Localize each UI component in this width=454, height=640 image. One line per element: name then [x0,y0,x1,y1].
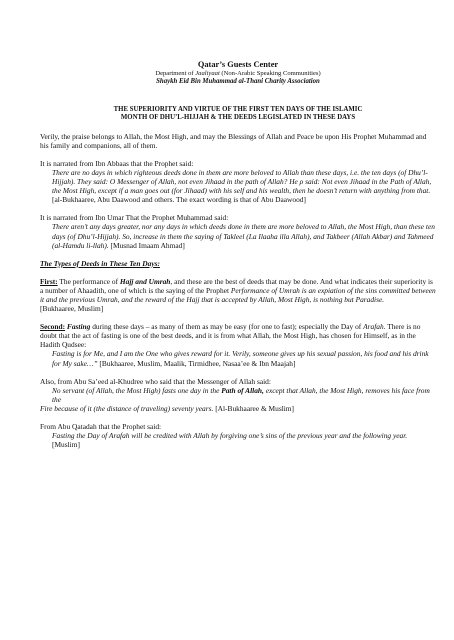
second-text-3: . There is no doubt that the act of fasting is one of the best deeds, and it is from what Allah, the Most High, has chosen for Himself, as in the Hadith Qudsee: [40,322,421,350]
hadith-quote: Fasting the Day of Arafah will be credited with Allah by forgiving one’s sins of the previous year and the following year. [52,431,408,441]
title-line-2: MONTH OF DHU’L-HIJJAH & THE DEEDS LEGISLATED IN THESE DAYS [120,114,356,122]
association-name: Shaykh Eid Bin Muhammad al-Thani Charity Association [156,78,320,85]
hadith-lead: It is narrated from Ibn Umar That the Prophet Muhammad said: [40,213,229,223]
hadith-lead: From Abu Qatadah that the Prophet said: [40,422,162,432]
document-header [40,60,436,87]
second-intro [40,322,436,349]
hadith-source: [Musnad Imaam Ahmad] [108,240,185,250]
first-label: First: [40,276,58,286]
second-text-2: during these days – as many of them as may be easy (for one to fast); especially the Day of [90,322,364,332]
hadith-quote-part-2: except that Allah, the Most High, removes his face from the [52,385,430,404]
hadith-ibn-abbaas [40,159,436,204]
first-source: [Bukhaaree, Muslim] [40,304,104,314]
section-title: The Types of Deeds in These Ten Days: [40,258,160,268]
hadith-lead: Also, from Abu Sa’eed al-Khudree who said that the Messenger of Allah said: [40,376,271,386]
department-line [40,70,436,78]
hadith-quote: There are no days in which righteous deeds done in them are more beloved to Allah than these days, i.e. the ten days (of Dhu’l-Hijjah). They said: O Messenger of Allah, not even Jihaad in the path of Allah? He ρ said: Not even Jihaad in the Path of Allah, the Most High, except if a man goes out (for Jihaad) with his self and his wealth, then he doesn’t return with anything from that. [52,167,432,196]
organization-name: Qatar’s Guests Center [197,60,279,69]
document-title [40,106,436,123]
hadith-quote-block [40,386,436,404]
first-text-1: The performance of [57,276,120,286]
department-suffix: (Non-Arabic Speaking Communities) [219,70,321,77]
hadith-lead: It is narrated from Ibn Abbaas that the Prophet said: [40,158,194,168]
hadith-quote-block [40,431,436,449]
first-quote: Performance of Umrah is an expiation of the sins committed between it and the previous Umrah, and the reward of the Hajj that is accepted by Allah, Most High, is nothing but Paradise. [40,285,436,304]
hadith-source: [Muslim] [52,440,80,450]
arafah-term: Arafah [363,322,384,332]
hadith-quote-block [40,168,436,204]
title-line-1: THE SUPERIORITY AND VIRTUE OF THE FIRST TEN DAYS OF THE ISLAMIC [113,105,363,113]
hadith-quote: There aren’t any days greater, nor any days in which deeds done in them are more beloved to Allah, the Most High, than these ten days (of Dhu’l-Hijjah). So, increase in them the saying of Takleel (La Ilaaha illa Allah), and Takbeer (Allah Akbar) and Tahmeed (al-Hamdu li-llah). [52,222,435,250]
hadith-source: [Al-Bukhaaree & Muslim] [213,403,295,413]
hadith-abu-qatadah [40,422,436,449]
hadith-quote-block [40,222,436,249]
path-of-allah-term: Path of Allah, [221,385,264,395]
fasting-term: Fasting [66,322,91,332]
second-deed-paragraph [40,322,436,367]
hadith-qudsee-block [40,349,436,367]
department-italic: Jaaliyaat [195,70,220,77]
department-prefix: Department of [155,70,196,77]
hajj-umrah-term: Hajj and Umrah [119,276,171,286]
hadith-source: [al-Bukhaaree, Abu Daawood and others. The exact wording is that of Abu Daawood] [52,195,306,205]
hadith-abu-saeed [40,377,436,413]
hadith-qudsee-quote: Fasting is for Me, and I am the One who gives reward for it. Verily, someone gives up his sexual passion, his food and his drink for My sake…” [52,349,429,368]
first-text-2: , and these are the best of deeds that may be done. And what indicates their superiority is a number of Ahaadith, one of which is the saying of the Prophet [40,276,433,295]
second-label: Second: [40,322,66,332]
hadith-qudsee-source: [Bukhaaree, Muslim, Maalik, Tirmidhee, Nasaa’ee & Ibn Maajah] [97,358,296,368]
hadith-ibn-umar [40,213,436,249]
hadith-quote-part-3: Fire because of it (the distance of traveling) seventy years. [40,403,214,413]
intro-paragraph: Verily, the praise belongs to Allah, the Most High, and may the Blessings of Allah and Peace be upon His Prophet Muhammad and his family and companions, all of them. [40,131,427,150]
first-deed-paragraph [40,277,436,313]
hadith-quote-continuation [40,404,436,413]
hadith-quote-part-1: No servant (of Allah, the Most High) fasts one day in the [52,385,222,395]
